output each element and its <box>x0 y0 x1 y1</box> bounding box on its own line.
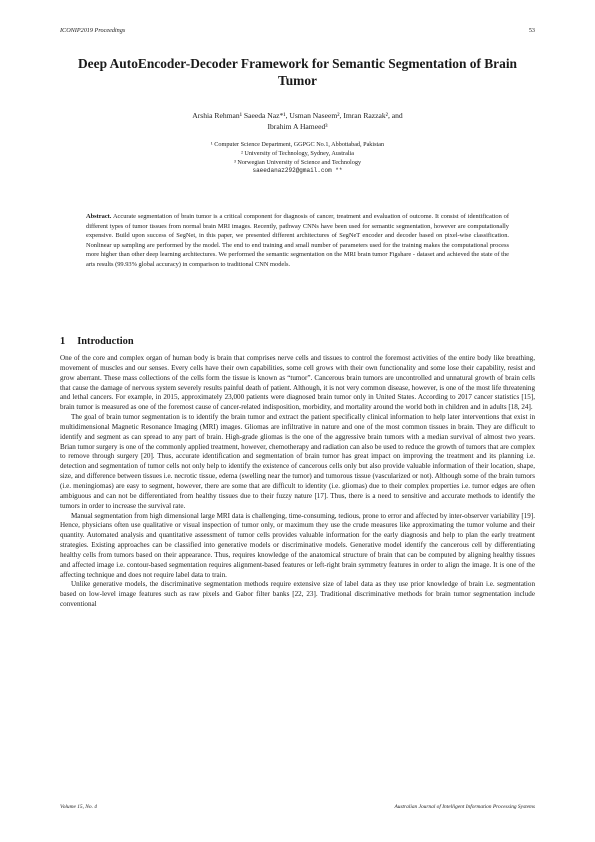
affiliation-1: ¹ Computer Science Department, GGPGC No.1, Abbottabad, Pakistan <box>210 141 385 148</box>
running-footer <box>60 804 535 810</box>
affiliation-2: ² University of Technology, Sydney, Australia <box>240 149 355 157</box>
abstract-text: Accurate segmentation of brain tumor is a critical component for diagnosis of cancer, treatment and evaluation of outcome. It consist of identification of different types of tumor tissues from normal brain MRI images. Recently, pathway CNNs have been used for semantic segmentation, however are computationally expensive. Build upon success of SegNet, in this paper, we presented different architectures of SegNeT encoder and decoder based on pixel-wise classification. Nonlinear up sampling are performed by the model. The end to end training and small number of parameters used for the training makes the computational process more higher than other deep learning architectures. We performed the semantic segmentation on the MRI brain tumor Figshare - dataset and achieved the state of the arts results (99.93% global accuracy) in comparison to traditional CNN models. <box>86 213 509 268</box>
section-title: Introduction <box>77 336 134 347</box>
volume-info: Volume 15, No. 4 <box>60 804 97 810</box>
proceedings-name: ICONIP2019 Proceedings <box>60 27 126 34</box>
affiliation-3: ³ Norwegian University of Science and Technology <box>233 158 362 166</box>
journal-name: Australian Journal of Intelligent Information Processing Systems <box>394 804 535 810</box>
paragraph: Unlike generative models, the discriminative segmentation methods require extensive size of label data as they use prior knowledge of brain i.e. segmentation based on low-level image features such as raw pixels and Gabor filter banks [22, 23]. Traditional discriminative methods for brain tumor segmentation include conventional <box>60 580 535 609</box>
abstract <box>86 212 509 269</box>
paper-title: Deep AutoEncoder-Decoder Framework for Semantic Segmentation of Brain Tumor <box>78 56 517 88</box>
author-list <box>100 110 495 132</box>
author-line-2: Ibrahim A Hameed³ <box>267 122 328 131</box>
contact-email: saeedanaz292@gmail.com ** <box>252 167 343 175</box>
paragraph: One of the core and complex organ of human body is brain that comprises nerve cells and tissues to control the foremost activities of the entire body like breathing, movement of muscles and our senses. Every cells have their own capabilities, some cell grows with their own functionality and some lose their capability, resist and grow aberrant. These mass collections of the cells form the tissue is known as “tumor”. Cancerous brain tumors are uncontrolled and unnatural growth of brain cells that cause the damage of nervous system severely results painful death of patient. Although, it is not very common disease, however, is one of the most life threatening and lethal cancers. For example, in 2015, approximately 23,000 patients were diagnosed brain tumor only in United States. According to 2017 cancer statistics [15], brain tumor is measured as one of the foremost cause of cancer-related indisposition, morbidity, and mortality around the world both in children and in adults [18, 24]. <box>60 354 535 412</box>
author-line-1: Arshia Rehman¹ Saeeda Naz*¹, Usman Naseem², Imran Razzak², and <box>192 111 403 120</box>
affiliations <box>100 141 495 176</box>
section-number: 1 <box>60 336 66 347</box>
paragraph: Manual segmentation from high dimensional large MRI data is challenging, time-consuming, tedious, prone to error and affected by inter-observer variability [19]. Hence, physicians often use qualitative or visual inspection of tumor only, or maximum they use the crude measures like approximating the tumor volume and their quantity. Automated analysis and quantitative assessment of tumor cells provides valuable information for the early diagnosis and help to plan the early treatment strategies. Existing approaches can be classified into generative models or discriminative models. Generative model identify the cancerous cell by differentiating healthy cells from tumors based on their appearance. Thus, requires knowledge of the anatomical structure of brain that can be computed by aligning healthy tissues and affected image i.e. contour-based segmentation requires alignment-based features or left-right brain symmetry features in order to align the image. It is one of the affecting technique and does not require label data to train. <box>60 511 535 579</box>
body-text <box>60 354 535 610</box>
section-heading <box>60 336 134 347</box>
paragraph: The goal of brain tumor segmentation is to identify the brain tumor and extract the patient specifically clinical information to help later interventions that exist in multidimensional Magnetic Resonance Imaging (MRI) images. Gliomas are infiltrative in nature and one of the most common tissues in brain. They are difficult to identify and segment as can spread to any part of brain. High-grade gliomas is the one of the aggressive brain tumors with a median survival of almost two years. Brian tumor surgery is one of the commonly applied treatment, however, chemotherapy and radiation can also be used to reduce the growth of tumors that are complex to remove through surgery [20]. Thus, accurate identification and segmentation of brain tumor has great impact on improving the treatment and its planning i.e. detection and segmentation of tumor cells not only help to identify the existence of cancerous cells only but also provide valuable information of their location, shape, size, and difference between tissues i.e. necrotic tissue, edema (swelling near the tumor) and tumorous tissue (vascularized or not). Although some of the brain tumors (i.e. meningiomas) are easy to segment, however, there are some that are difficult to identity (i.e. gliomas) due to their complex properties i.e. tumor edges are often ambiguous and can not be differentiated from healthy tissues due to their fuzzy nature [17]. Thus, there is a need to sensitive and accurate methods to identify the tumors in order to increase the survival rate. <box>60 413 535 510</box>
abstract-label: Abstract. <box>86 213 112 220</box>
running-header <box>60 27 535 34</box>
page-number: 53 <box>528 27 535 34</box>
